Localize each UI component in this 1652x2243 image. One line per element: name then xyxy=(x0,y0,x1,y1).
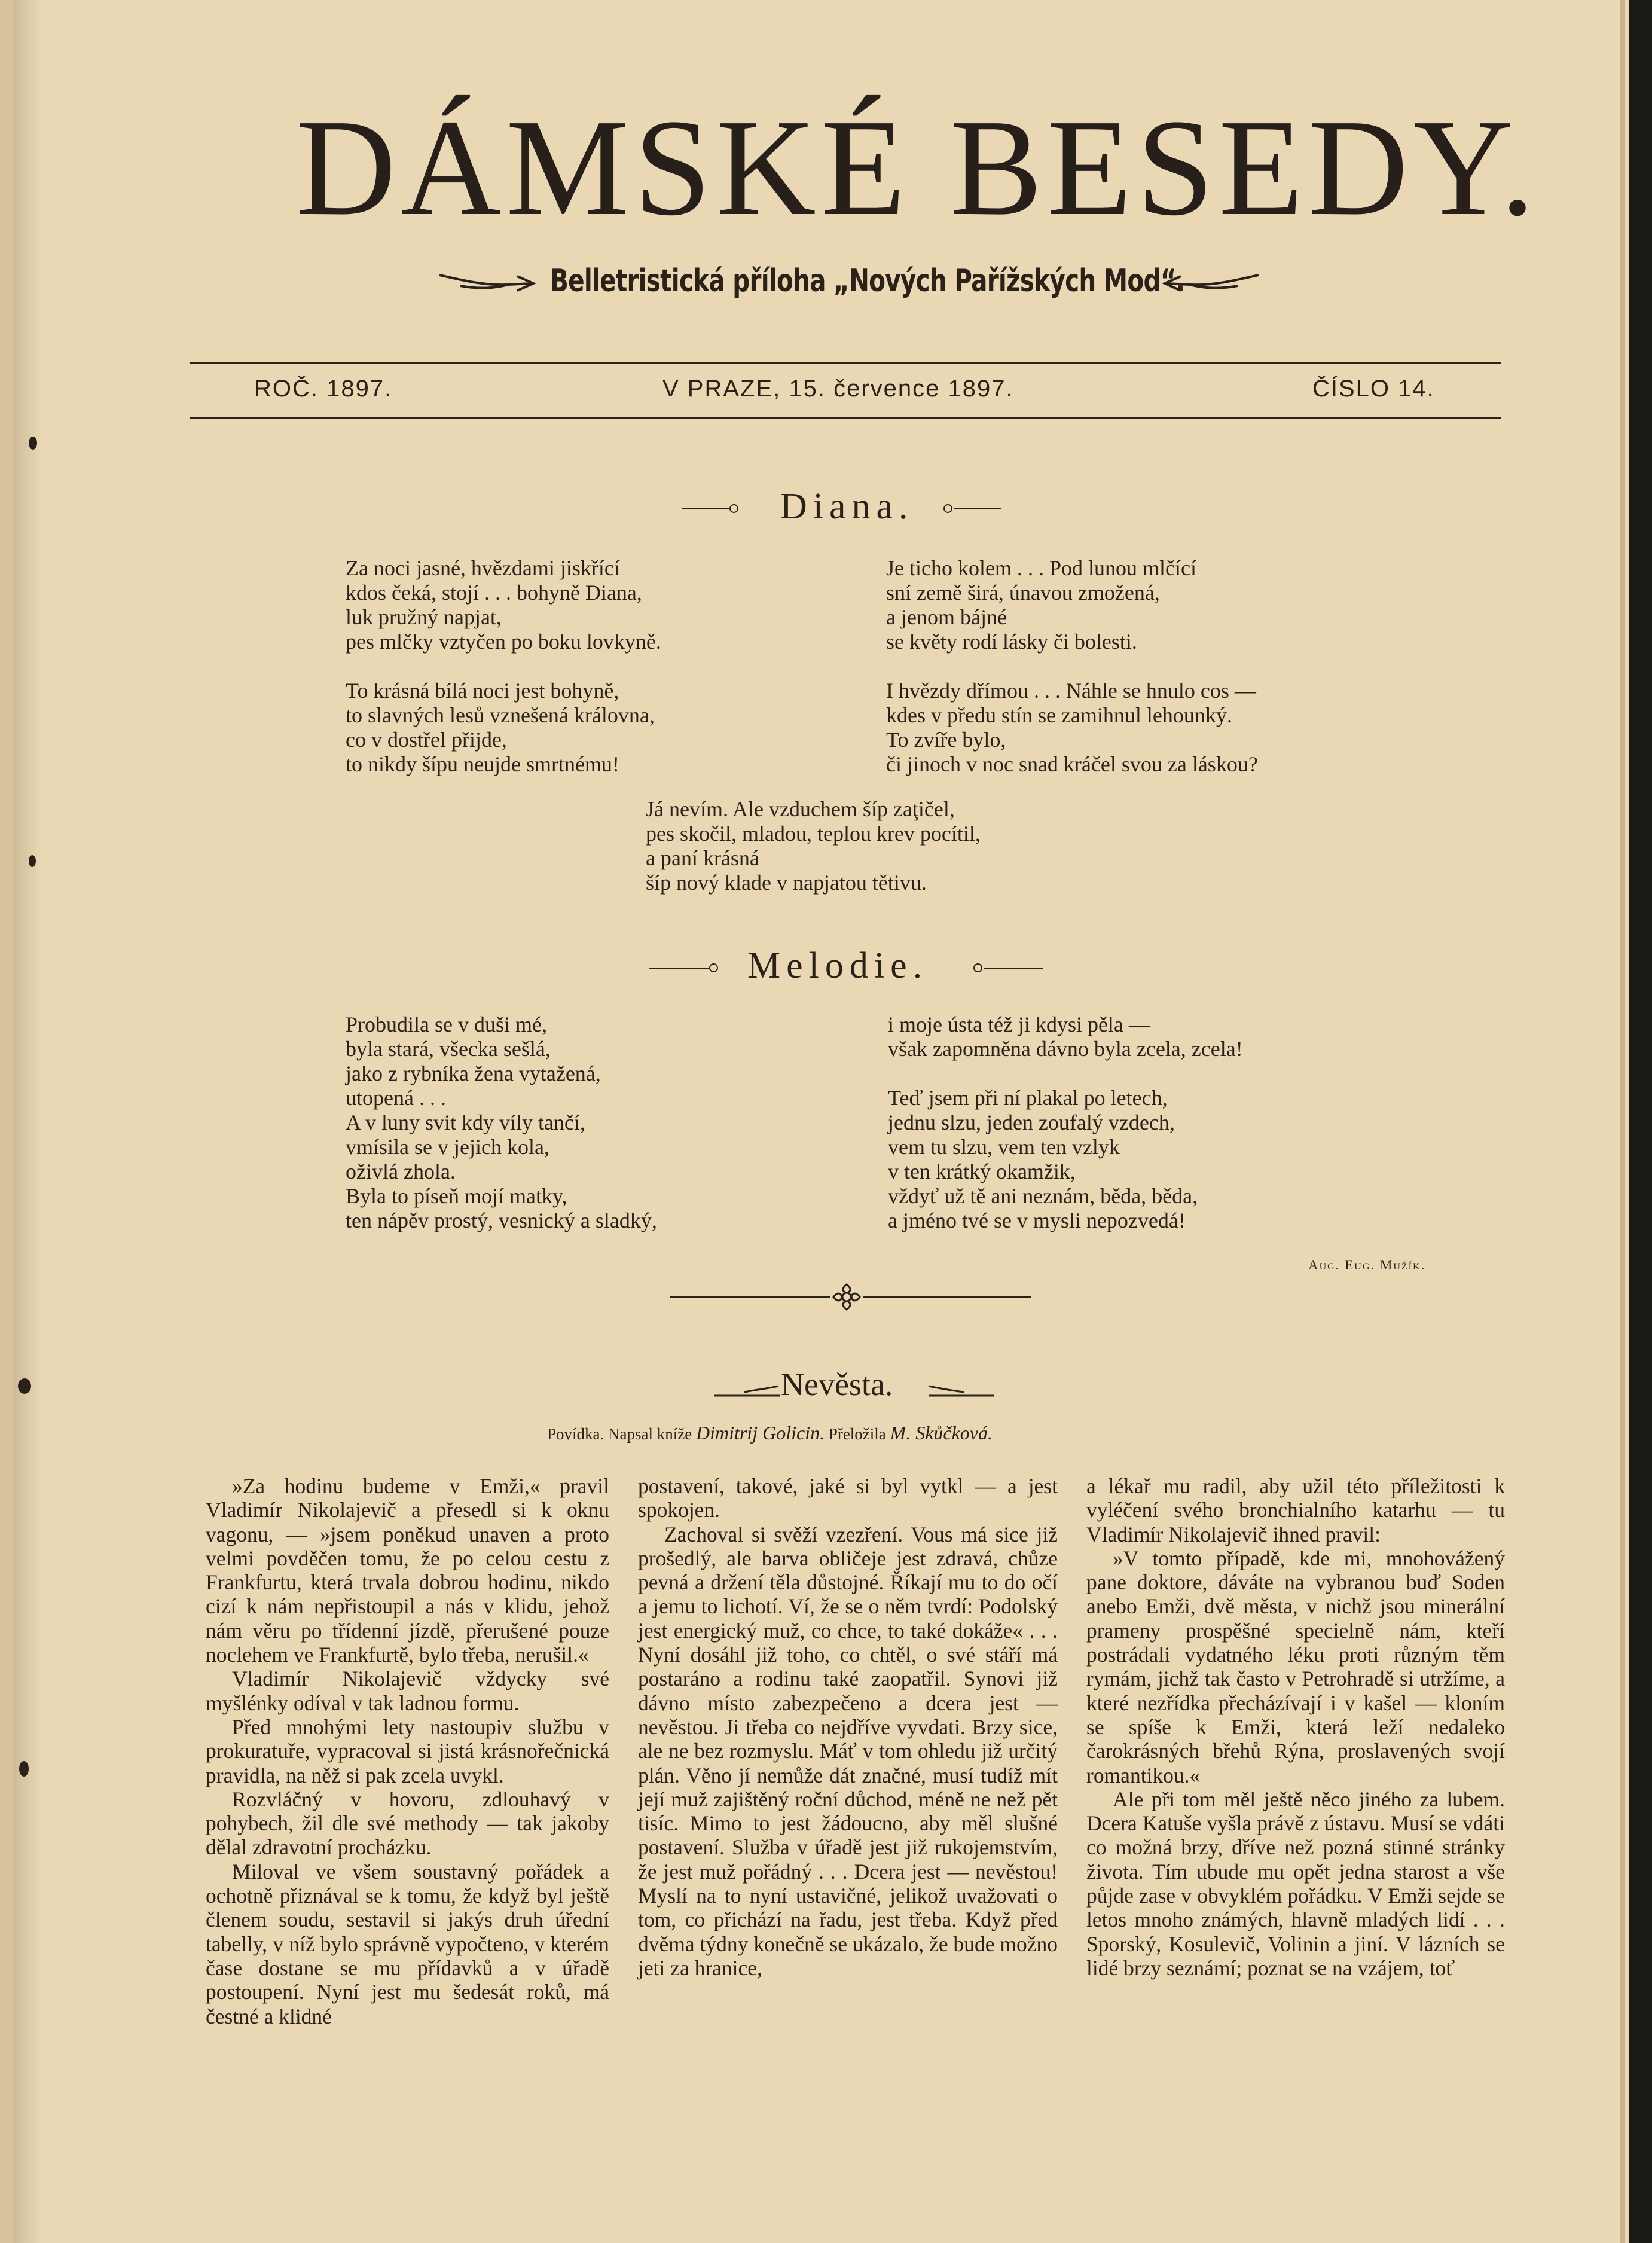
masthead-title: DÁMSKÉ BESEDY. xyxy=(295,91,1540,245)
paragraph: Vladimír Nikolajevič vždycky své myšlénky odíval v tak ladnou formu. xyxy=(206,1667,609,1715)
story-column-1 xyxy=(206,1474,609,2028)
binding-mark xyxy=(19,1761,29,1777)
floral-ornament-icon xyxy=(830,1281,863,1313)
story-column-3 xyxy=(1086,1474,1505,1980)
title-circle-right xyxy=(943,504,952,513)
title-dash-right xyxy=(984,968,1043,969)
divider-right xyxy=(863,1296,1031,1298)
story-column-2 xyxy=(638,1474,1058,1980)
paragraph: Miloval ve všem soustavný pořádek a ochotně přiznával se k tomu, že když byl ještě členem soudu, sestavil si jakýs druh úřední tabelly, v níž bylo správně vypočteno, v kterém čase dostane se mu přídavků a v úřadě postoupení. Nyní jest mu šedesát roků, má čestné a klidné xyxy=(206,1859,609,2028)
paragraph: »Za hodinu budeme v Emži,« pravil Vladimír Nikolajevič a přesedl si k oknu vagonu, — »jsem poněkud unaven a proto velmi povděčen tomu, že po celou cestu z Frankfurtu, která trvala dobrou hodinu, nikdo cizí k nám nepřistoupil a nás v klidu, jehož nám věru po třídenní jízdě, přerušené pouze noclehem ve Frankfurtě, bylo třeba, nerušil.« xyxy=(206,1474,609,1667)
supplement-subtitle: Belletristická příloha „Nových Pařížských Mod“. xyxy=(550,263,1185,299)
title-circle-right xyxy=(973,963,982,972)
binding-mark xyxy=(18,1378,31,1394)
title-flourish-right xyxy=(926,1381,997,1399)
paragraph: Ale při tom měl ještě něco jiného za lubem. Dcera Katuše vyšla právě z ústavu. Musí se vdáti co možná brzy, dříve než pozná stinné stránky života. Tím ubude mu opět jedna starost a vše půjde zase v obvyklém pořádku. V Emži sejde se letos mnoho známých, hlavně mladých lidí . . . Sporský, Kosulevič, Volinin a jiní. V lázních se lidé brzy seznámí; poznat se na vzájem, toť xyxy=(1086,1787,1505,1980)
title-dash-right xyxy=(954,508,1001,509)
author-name: Dimitrij Golicin. xyxy=(695,1422,825,1444)
poem-diana-title: Diana. xyxy=(780,486,914,527)
binding-mark xyxy=(29,437,37,450)
issue-number: ČÍSLO 14. xyxy=(1312,376,1435,402)
paragraph: Před mnohými lety nastoupiv službu v prokuratuře, vypracoval si jistá krásnořečnická pravidla, na něž si pak zcela uvykl. xyxy=(206,1714,609,1787)
poem-melodie-left: Probudila se v duši mé, byla stará, všecka sešlá, jako z rybníka žena vytažená, utopená . . . A v luny svit kdy víly tančí, vmísila se v jejich kola, oživlá zhola. Byla to píseň mojí matky, ten nápěv prostý, vesnický a sladký, xyxy=(346,1012,657,1232)
poem-diana-final-stanza: Já nevím. Ale vzduchem šíp zaţičel, pes skočil, mladou, teplou krev pocítil, a paní krásná šíp nový klade v napjatou tětivu. xyxy=(646,797,981,895)
page-fold xyxy=(1620,0,1625,2243)
scan-border xyxy=(1629,0,1652,2243)
byline-label: Povídka. Napsal kníže xyxy=(547,1425,696,1443)
title-flourish-left xyxy=(712,1381,783,1399)
poem-diana-right-stanzas: Je ticho kolem . . . Pod lunou mlčící sní země širá, únavou zmožená, a jenom bájné se květy rodí lásky či bolesti. I hvězdy dřímou . . . Náhle se hnulo cos — kdes v předu stín se zamihnul lehounký. To zvíře bylo, či jinoch v noc snad kráčel svou za láskou? xyxy=(886,556,1258,776)
story-byline xyxy=(547,1422,993,1444)
binding-mark xyxy=(29,855,36,867)
paragraph: a lékař mu radil, aby užil této příležitosti k vyléčení svého bronchialního katarhu — tu Vladimír Nikolajevič ihned pravil: xyxy=(1086,1474,1505,1546)
page-left-edge xyxy=(0,0,13,2243)
right-arrow-ornament xyxy=(1160,268,1262,298)
title-dash-left xyxy=(682,508,729,509)
divider-left xyxy=(670,1296,830,1298)
issue-place-date: V PRAZE, 15. července 1897. xyxy=(662,376,1014,402)
paragraph: Rozvláčný v hovoru, zdlouhavý v pohybech, žil dle své methody — tak jakoby dělal zdravotní procházku. xyxy=(206,1787,609,1860)
poem-signature: Aug. Eug. Mužík. xyxy=(1308,1258,1426,1272)
poem-melodie-right: i moje ústa též ji kdysi pěla — však zapomněna dávno byla zcela, zcela! Teď jsem při ní plakal po letech, jednu slzu, jeden zoufalý vzdech, vem tu slzu, vem ten vzlyk v ten krátký okamžik, vždyť už tě ani neznám, běda, běda, a jméno tvé se v mysli nepozvedá! xyxy=(888,1012,1243,1232)
title-circle-left xyxy=(709,963,718,972)
paragraph: postavení, takové, jaké si byl vytkl — a jest spokojen. xyxy=(638,1474,1058,1522)
header-top-rule xyxy=(190,362,1501,364)
translator-name: M. Skůčková. xyxy=(890,1422,993,1444)
title-circle-left xyxy=(729,504,738,513)
story-title: Nevěsta. xyxy=(781,1366,893,1402)
paragraph: Zachoval si svěží vzezření. Vous má sice již prošedlý, ale barva obličeje jest zdravá, chůze pevná a držení těla důstojné. Říkají mu to do očí a jemu to lichotí. Ví, že se o něm tvrdí: Podolský jest energický muž, co chce, to také dokáže« . . . Nyní dosáhl již toho, co chtěl, o své stáří má postaráno a rodinu také zaopatřil. Synovi již dávno místo zabezpečeno a dcera jest — nevěstou. Ji třeba co nejdříve vyvdati. Brzy sice, ale ne bez rozmyslu. Máť v tom ohledu již určitý plán. Věno jí nemůže dát značné, musí tudíž mít její muž zajištěný roční důchod, méně ne než pět tisíc. Mimo to jest žádoucno, aby měl slušné postavení. Služba v úřadě jest již rukojemstvím, že jest muž pořádný . . . Dcera jest — nevěstou! Myslí na to nyní ustavičné, jelikož uvažovati o tom, co přichází na řadu, jest třeba. Když před dvěma týdny konečně se ukázalo, že bude možno jeti za hranice, xyxy=(638,1522,1058,1980)
poem-diana-left-stanzas: Za noci jasné, hvězdami jiskřící kdos čeká, stojí . . . bohyně Diana, luk pružný napjat, pes mlčky vztyčen po boku lovkyně. To krásná bílá noci jest bohyně, to slavných lesů vznešená královna, co v dostřel přijde, to nikdy šípu neujde smrtnému! xyxy=(346,556,661,776)
byline-translated: Přeložila xyxy=(825,1425,890,1443)
paragraph: »V tomto případě, kde mi, mnohovážený pane doktore, dáváte na vybranou buď Soden anebo Emži, dvě města, v nichž jsou minerální prameny prospěšné specielně nám, kteří postrádali vydatného léku proti různým těm rymám, jichž tak často v Petrohradě si utržíme, a které nezřídka přecházívají i v kašel — kloním se spíše k Emži, která leží nedaleko čarokrásných břehů Rýna, proslavených svojí romantikou.« xyxy=(1086,1546,1505,1787)
title-dash-left xyxy=(649,968,709,969)
left-arrow-ornament xyxy=(436,268,538,298)
header-bottom-rule xyxy=(190,417,1501,419)
poem-melodie-title: Melodie. xyxy=(747,945,929,986)
issue-year: ROČ. 1897. xyxy=(254,376,393,402)
